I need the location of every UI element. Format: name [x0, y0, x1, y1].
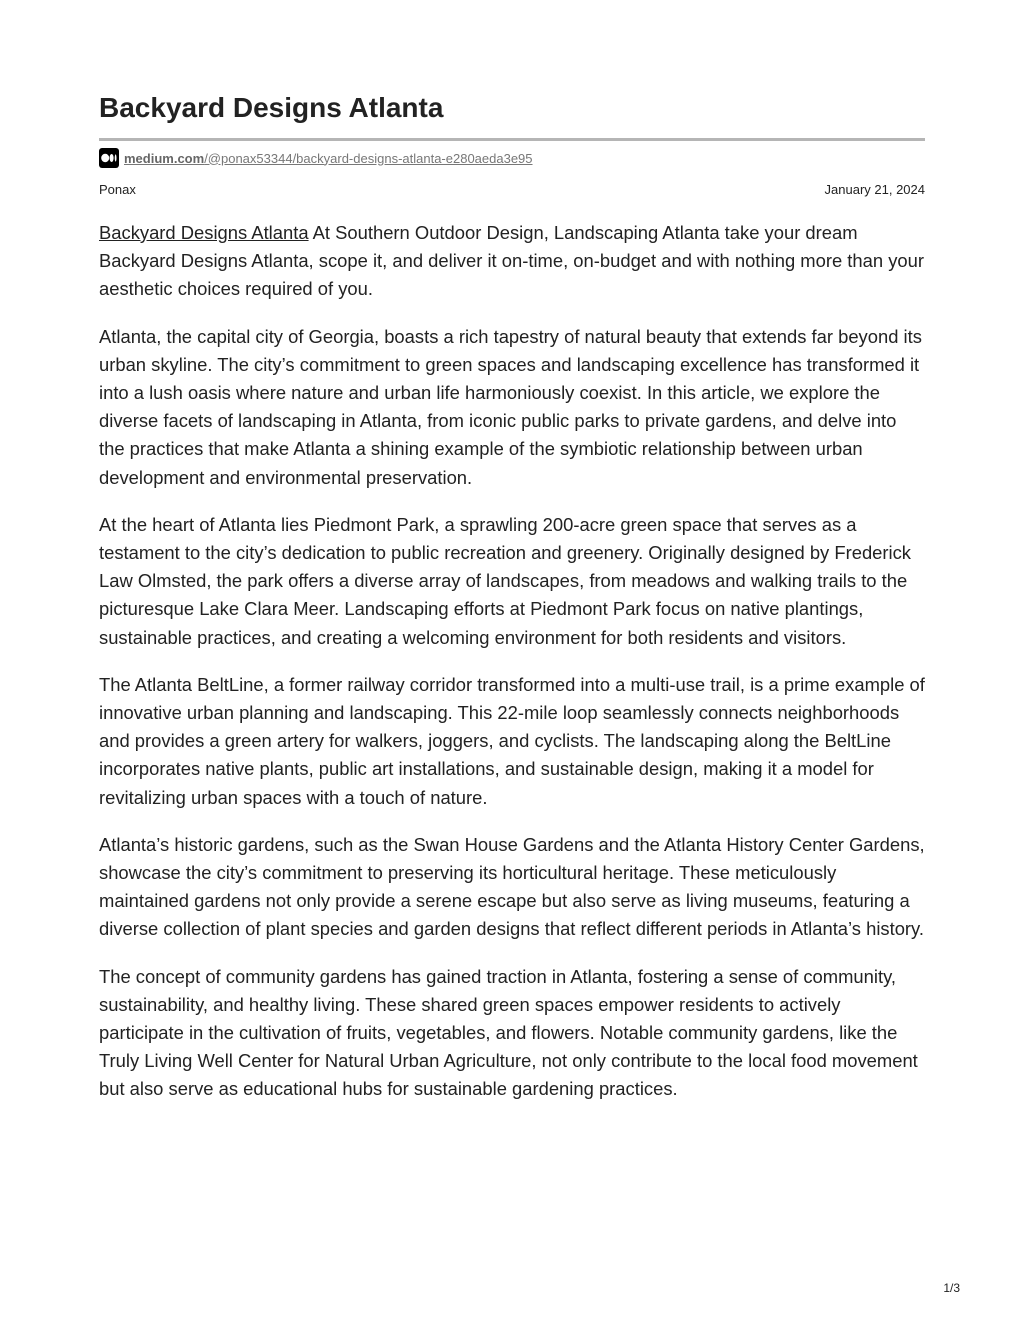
- paragraph: Atlanta’s historic gardens, such as the Swan House Gardens and the Atlanta History Center Gardens, showcase the city’s commitment to preserving its horticultural heritage. These meticulously maintained gardens not only provide a serene escape but also serve as living museums, featuring a diverse collection of plant species and garden designs that reflect different periods in Atlanta’s history.: [99, 833, 925, 940]
- article-body: [99, 219, 925, 1123]
- author-name: Ponax: [99, 182, 136, 197]
- source-url-link[interactable]: [124, 151, 533, 166]
- source-line: [99, 148, 533, 168]
- page-number: 1/3: [943, 1281, 960, 1295]
- page-title: Backyard Designs Atlanta: [99, 92, 444, 123]
- paragraph-text: At Southern Outdoor Design, Landscaping Atlanta take your dream Backyard Designs Atlanta, scope it, and deliver it on-time, on-budget and with nothing more than your aesthetic choices required of you.: [99, 222, 924, 300]
- paragraph: The Atlanta BeltLine, a former railway corridor transformed into a multi-use trail, is a prime example of innovative urban planning and landscaping. This 22-mile loop seamlessly connects neighborhoods and provides a green artery for walkers, joggers, and cyclists. The landscaping along the BeltLine incorporates native plants, public art installations, and sustainable design, making it a model for revitalizing urban spaces with a touch of nature.: [99, 673, 925, 808]
- inline-link-backyard-designs-atlanta[interactable]: Backyard Designs Atlanta: [99, 222, 309, 243]
- paragraph: At the heart of Atlanta lies Piedmont Park, a sprawling 200-acre green space that serves as a testament to the city’s dedication to public recreation and greenery. Originally designed by Frederick Law Olmsted, the park offers a diverse array of landscapes, from meadows and walking trails to the picturesque Lake Clara Meer. Landscaping efforts at Piedmont Park focus on native plantings, sustainable practices, and creating a welcoming environment for both residents and visitors.: [99, 513, 912, 648]
- publish-date: January 21, 2024: [824, 182, 925, 197]
- paragraph: [99, 219, 925, 304]
- source-path: /@ponax53344/backyard-designs-atlanta-e280aeda3e95: [204, 150, 533, 166]
- source-domain: medium.com: [124, 150, 205, 166]
- title-divider: [99, 138, 925, 141]
- paragraph: Atlanta, the capital city of Georgia, boasts a rich tapestry of natural beauty that extends far beyond its urban skyline. The city’s commitment to green spaces and landscaping excellence has transformed it into a lush oasis where nature and urban life harmoniously coexist. In this article, we explore the diverse facets of landscaping in Atlanta, from iconic public parks to private gardens, and delve into the practices that make Atlanta a shining example of the symbiotic relationship between urban development and environmental preservation.: [99, 325, 922, 488]
- paragraph: The concept of community gardens has gained traction in Atlanta, fostering a sense of community, sustainability, and healthy living. These shared green spaces empower residents to actively participate in the cultivation of fruits, vegetables, and flowers. Notable community gardens, like the Truly Living Well Center for Natural Urban Agriculture, not only contribute to the local food movement but also serve as educational hubs for sustainable gardening practices.: [99, 965, 918, 1100]
- medium-logo-icon: [99, 148, 119, 168]
